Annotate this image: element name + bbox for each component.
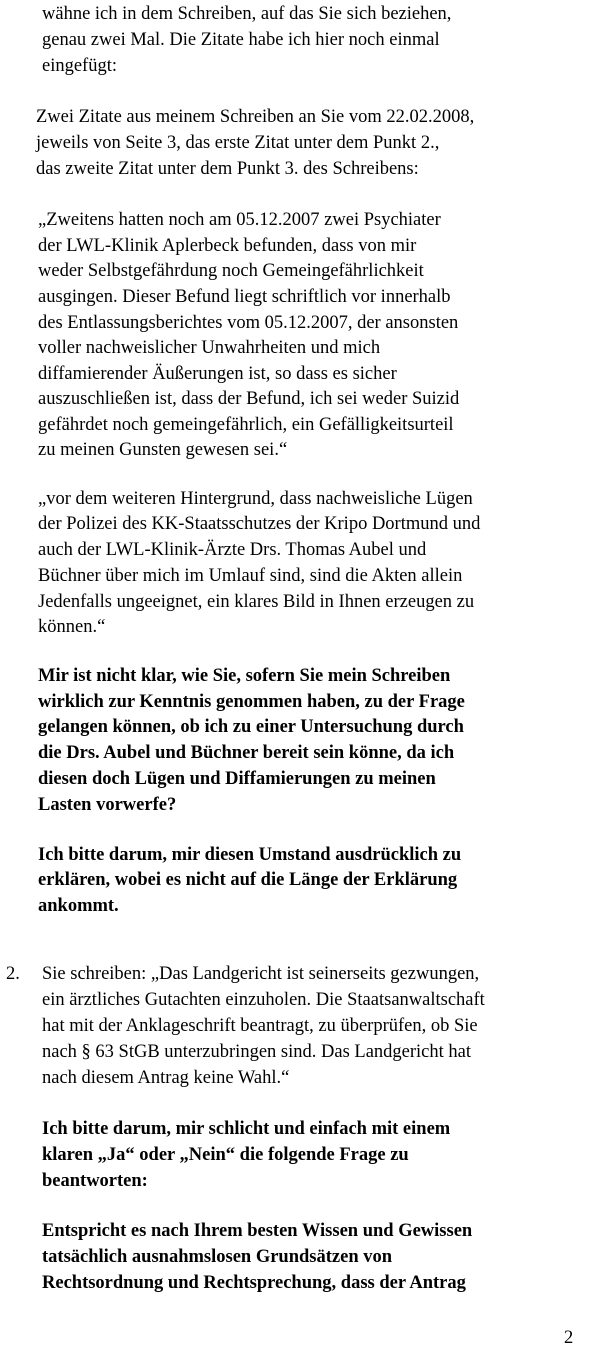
text-line: klaren „Ja“ oder „Nein“ die folgende Frage zu [42,1145,409,1165]
text-line: Mir ist nicht klar, wie Sie, sofern Sie mein Schreiben [38,666,451,686]
text-line: Ich bitte darum, mir schlicht und einfach mit einem [42,1119,451,1139]
text-line: zu meinen Gunsten gewesen sei.“ [38,440,288,460]
text-line: ein ärztliches Gutachten einzuholen. Die Staatsanwaltschaft [42,990,485,1010]
text-line: erklären, wobei es nicht auf die Länge der Erklärung [38,870,458,890]
text-line: gefährdet noch gemeingefährlich, ein Gefälligkeitsurteil [38,415,454,435]
text-line: beantworten: [42,1171,148,1191]
text-line: können.“ [38,617,106,637]
text-line: genau zwei Mal. Die Zitate habe ich hier noch einmal [42,30,440,50]
text-line: auszuschließen ist, dass der Befund, ich sei weder Suizid [38,389,460,409]
text-line: diffamierender Äußerungen ist, so dass es sicher [38,364,397,384]
text-line: wähne ich in dem Schreiben, auf das Sie sich beziehen, [42,4,452,24]
text-line: ausgingen. Dieser Befund liegt schriftlich vor innerhalb [38,287,451,307]
text-line: auch der LWL-Klinik-Ärzte Drs. Thomas Aubel und [38,540,427,560]
text-line: voller nachweislicher Unwahrheiten und mich [38,338,381,358]
text-line: tatsächlich ausnahmslosen Grundsätzen von [42,1247,393,1267]
text-line: diesen doch Lügen und Diffamierungen zu meinen [38,769,436,789]
text-line: gelangen können, ob ich zu einer Untersuchung durch [38,717,464,737]
text-line: wirklich zur Kenntnis genommen haben, zu der Frage [38,692,465,712]
text-line: das zweite Zitat unter dem Punkt 3. des Schreibens: [36,159,419,179]
text-line: die Drs. Aubel und Büchner bereit sein könne, da ich [38,743,455,763]
text-line: „vor dem weiteren Hintergrund, dass nachweisliche Lügen [38,489,473,509]
text-line: nach diesem Antrag keine Wahl.“ [42,1068,290,1088]
text-line: des Entlassungsberichtes vom 05.12.2007, der ansonsten [38,313,459,333]
text-line: der Polizei des KK-Staatsschutzes der Kripo Dortmund und [38,514,481,534]
text-line: weder Selbstgefährdung noch Gemeingefährlichkeit [38,261,424,281]
text-line: hat mit der Anklageschrift beantragt, zu überprüfen, ob Sie [42,1016,478,1036]
text-line: Büchner über mich im Umlauf sind, sind die Akten allein [38,566,463,586]
text-line: Entspricht es nach Ihrem besten Wissen und Gewissen [42,1221,473,1241]
text-line: Ich bitte darum, mir diesen Umstand ausdrücklich zu [38,845,462,865]
text-line: „Zweitens hatten noch am 05.12.2007 zwei Psychiater [38,210,441,230]
text-line: jeweils von Seite 3, das erste Zitat unter dem Punkt 2., [36,133,440,153]
text-line: Jedenfalls ungeeignet, ein klares Bild in Ihnen erzeugen zu [38,592,475,612]
text-line: Rechtsordnung und Rechtsprechung, dass der Antrag [42,1273,466,1293]
text-line: Zwei Zitate aus meinem Schreiben an Sie vom 22.02.2008, [36,107,475,127]
list-item-number: 2. [6,964,20,984]
page-number: 2 [564,1328,574,1348]
text-line: eingefügt: [42,56,118,76]
text-line: nach § 63 StGB unterzubringen sind. Das Landgericht hat [42,1042,471,1062]
text-line: der LWL-Klinik Aplerbeck befunden, dass von mir [38,236,417,256]
text-line: Sie schreiben: „Das Landgericht ist seinerseits gezwungen, [42,964,480,984]
text-line: ankommt. [38,896,119,916]
text-line: Lasten vorwerfe? [38,795,177,815]
